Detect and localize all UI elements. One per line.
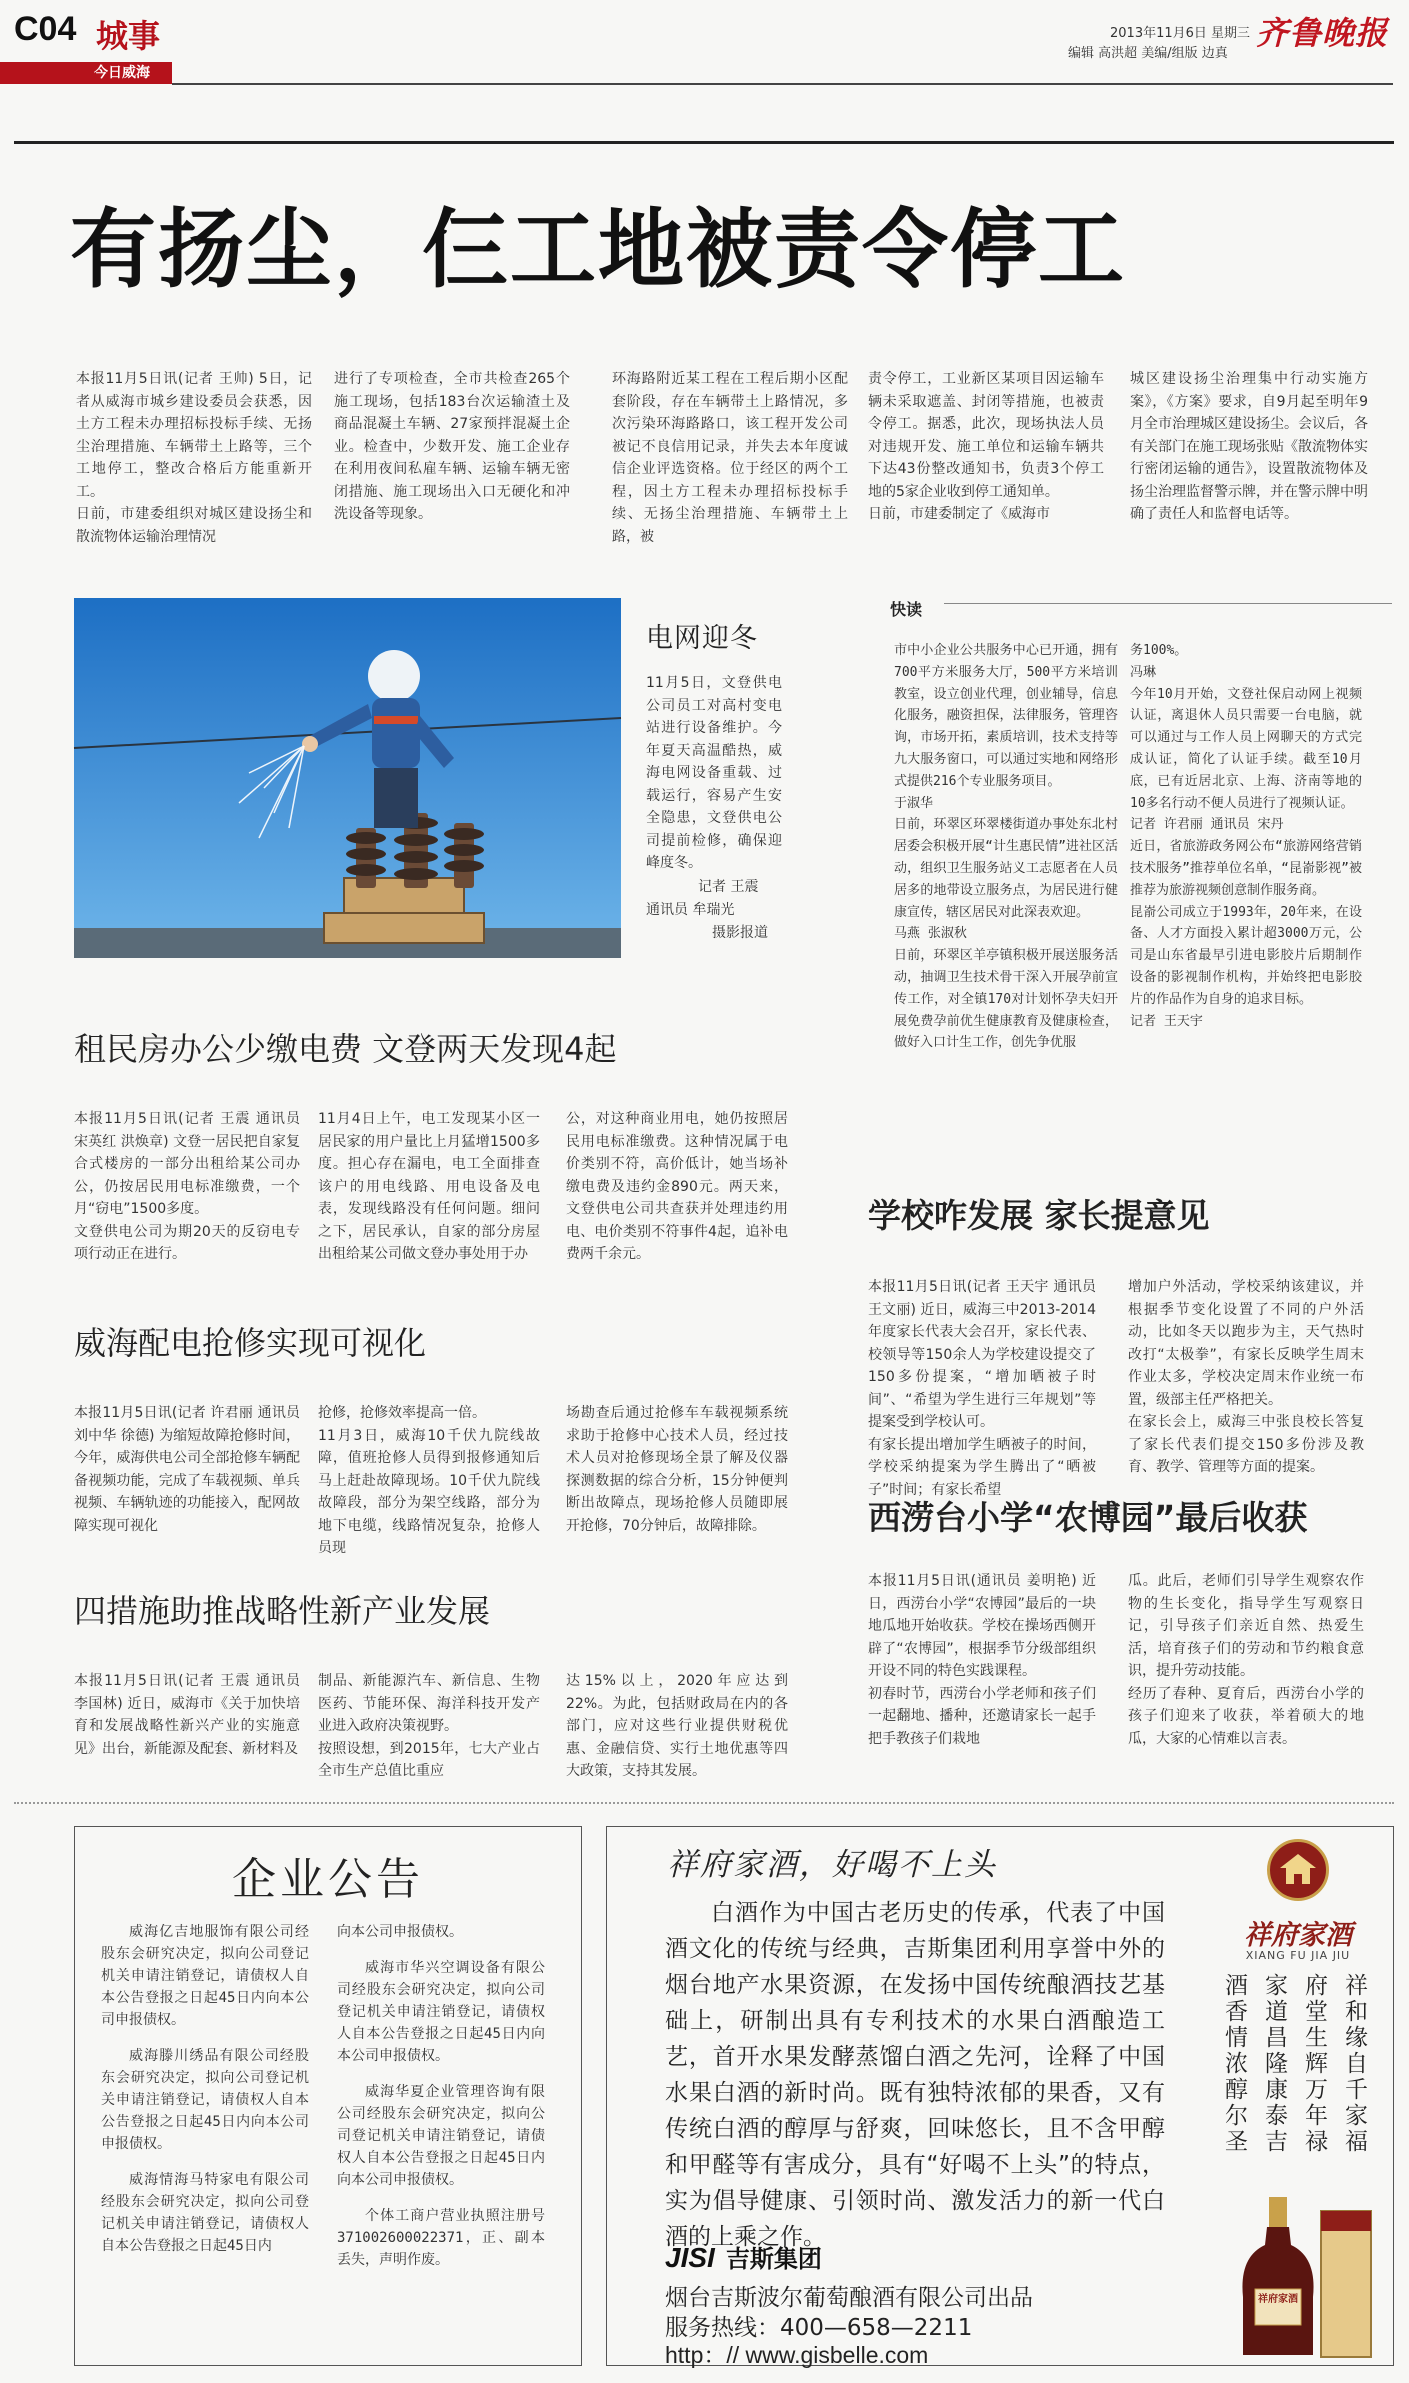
story6-headline: 西涝台小学“农博园”最后收获 [868, 1498, 1308, 1537]
wine-ad [606, 1826, 1394, 2366]
notice-item: 威海华夏企业管理咨询有限公司经股东会研究决定，拟向公司登记机关申请注销登记，请债权人自本公告登报之日起45日内向本公司申报债权。 [337, 2084, 545, 2188]
lead-col-4: 责令停工，工业新区某项目因运输车辆未采取遮盖、封闭等措施，也被责令停工。据悉，此次，现场执法人员对违规开发、施工单位和运输车辆共下达43份整改通知书，负责3个停工地的5家企业收到停工通知单。 日前，市建委制定了《威海市 [868, 371, 1104, 522]
date-line: 2013年11月6日 星期三 [1110, 26, 1251, 41]
ad-hotline: 服务热线：400—658—2211 [665, 2315, 973, 2341]
poem-column: 府堂生辉万年禄 [1301, 1973, 1327, 2155]
ad-slogan: 祥府家酒，好喝不上头 [667, 1847, 997, 1883]
story5-col-2: 增加户外活动，学校采纳该建议，并根据季节变化设置了不同的户外活动，比如冬天以跑步为主，天气热时改打“太极拳”，有家长反映学生周末作业太多，学校决定周末作业统一布置，级部主任严格把关。 在家长会上，威海三中张良校长答复了家长代表们提交150多份涉及教育、教学、管理等方面的提案。 [1128, 1279, 1364, 1475]
lead-col-3: 环海路附近某工程在工程后期小区配套阶段，存在车辆带土上路情况，多次污染环海路路口，该工程开发公司被记不良信用记录，并失去本年度诚信企业评选资格。位于经区的两个工程，因土方工程未办理招标投标手续、无扬尘治理措施、车辆带土上路，被 [612, 371, 848, 545]
news-photo [74, 598, 621, 958]
wine-bottle-illustration [1209, 2197, 1389, 2361]
story6-col-2: 瓜。此后，老师们引导学生观察农作物的生长变化，指导学生写观察日记，引导孩子们亲近自然、热爱生活，培育孩子们的劳动和节约粮食意识，提升劳动技能。 经历了春种、夏育后，西涝台小学的孩子们迎来了收获，举着硕大的地瓜，大家的心情难以言表。 [1128, 1573, 1364, 1747]
lead-col-5: 城区建设扬尘治理集中行动实施方案》，《方案》要求，自9月起至明年9月全市治理城区建设扬尘。会议后，各有关部门在施工现场张贴《散流物体实行密闭运输的通告》，设置散流物体及扬尘治理监督警示牌，并在警示牌中明确了责任人和监督电话等。 [1130, 371, 1368, 522]
story3-col-2: 抢修，抢修效率提高一倍。 11月3日，威海10千伏九院线故障，值班抢修人员得到报修通知后马上赶赴故障现场。10千伏九院线故障段，部分为架空线路，部分为地下电缆，线路情况复杂，抢修人员现 [318, 1405, 540, 1556]
poem-column: 酒香情浓醇尔圣 [1221, 1973, 1247, 2155]
ad-company: 烟台吉斯波尔葡萄酿酒有限公司出品 [665, 2285, 1033, 2311]
product-pinyin: XIANG FU JIA JIU [1245, 1949, 1351, 1962]
poem-column: 家道昌隆康泰吉 [1261, 1973, 1287, 2155]
story2-col-1: 本报11月5日讯(记者 王震 通讯员 宋英红 洪焕章) 文登一居民把自家复合式楼房的一部分出租给某公司办公，仍按居民用电标准缴费，一个月“窃电”1500多度。 文登供电公司为期20天的反窃电专项行动正在进行。 [74, 1111, 300, 1262]
brief-label [868, 596, 944, 626]
story2-headline: 租民房办公少缴电费 文登两天发现4起 [74, 1030, 617, 1068]
photo-credit-3: 摄影报道 [712, 925, 768, 941]
product-emblem-icon [1267, 1839, 1329, 1901]
bottle-label: 祥府家酒 [1258, 2294, 1298, 2305]
photo-title: 电网迎冬 [646, 623, 758, 654]
notice-item: 威海滕川绣品有限公司经股东会研究决定，拟向公司登记机关申请注销登记，请债权人自本公告登报之日起45日内向本公司申报债权。 [101, 2048, 309, 2152]
story6-col-1: 本报11月5日讯(通讯员 姜明艳) 近日，西涝台小学“农博园”最后的一块地瓜地开始收获。学校在操场西侧开辟了“农博园”，根据季节分级部组织开设不同的特色实践课程。 初春时节，西涝台小学老师和孩子们一起翻地、播种，还邀请家长一起手把手教孩子们栽地 [868, 1573, 1096, 1747]
editors-line: 编辑 高洪超 美编/组版 边真 [1068, 46, 1228, 61]
photo-credit-1: 记者 王震 [698, 879, 759, 895]
story5-col-1: 本报11月5日讯(记者 王天宇 通讯员 王文丽) 近日，威海三中2013-2014年度家长代表大会召开，家长代表、校领导等150余人为学校建设提交了150多份提案，“增加晒被子时间”、“希望为学生进行三年规划”等提案受到学校认可。 有家长提出增加学生晒被子的时间，学校采纳提案为学生腾出了“晒被子”时间；有家长希望 [868, 1279, 1096, 1498]
masthead-logo: 齐鲁晚报 [1256, 14, 1389, 52]
story5-headline: 学校咋发展 家长提意见 [868, 1196, 1210, 1235]
notice-item: 威海情海马特家电有限公司经股东会研究决定，拟向公司登记机关申请注销登记，请债权人自本公告登报之日起45日内 [101, 2172, 309, 2254]
story3-headline: 威海配电抢修实现可视化 [74, 1324, 427, 1362]
story4-col-2: 制品、新能源汽车、新信息、生物医药、节能环保、海洋科技开发产业进入政府决策视野。 按照设想，到2015年，七大产业占全市生产总值比重应 [318, 1673, 540, 1779]
subsection-tab [0, 62, 172, 84]
bottle-and-box-icon [1209, 2197, 1389, 2361]
product-title: 祥府家酒 [1244, 1920, 1352, 1951]
brief-label-text: 快读 [889, 600, 922, 619]
brand-row [665, 2239, 1165, 2275]
pavilion-icon [1270, 1842, 1326, 1898]
brand-name: 吉斯集团 [725, 2245, 822, 2273]
top-rule [14, 141, 1394, 144]
lead-col-1: 本报11月5日讯(记者 王帅) 5日，记者从威海市城乡建设委员会获悉，因土方工程未办理招标投标手续、无扬尘治理措施、车辆带土上路等，三个工地停工，整改合格后方能重新开工。 日前，市建委组织对城区建设扬尘和散流物体运输治理情况 [76, 371, 312, 545]
brief-col-1: 市中小企业公共服务中心已开通，拥有700平方米服务大厅，500平方米培训教室，设立创业代理，创业辅导，信息化服务，融资担保，法律服务，管理咨询，市场开拓，素质培训，技术支持等九大服务窗口，可以通过实地和网络形式提供216个专业服务项目。 于淑华 日前，环翠区环翠楼街道办事处东北村居委会积极开展“计生惠民情”进社区活动，组织卫生服务站义工志愿者在人员居多的地带设立服务点，为居民进行健康宣传，辖区居民对此深表欢迎。 马燕 张淑秋 日前，环翠区羊亭镇积极开展送服务活动，抽调卫生技术骨干深入开展孕前宣传工作，对全镇170对计划怀孕夫妇开展免费孕前优生健康教育及健康检查，做好入口计生工作，创先争优服 [894, 643, 1118, 1051]
header-rule [172, 83, 1393, 85]
poem-block [1219, 1973, 1369, 2213]
story2-col-3: 公，对这种商业用电，她仍按照居民用电标准缴费。这种情况属于电价类别不符，高价低计，她当场补缴电费及违约金890元。两天来，文登供电公司共查获并处理违约用电、电价类别不符事件4起，追补电费两千余元。 [566, 1111, 788, 1262]
story2-col-2: 11月4日上午，电工发现某小区一居民家的用户量比上月猛增1500多度。担心存在漏电，电工全面排查该户的用电线路、用电设备及电表，发现线路没有任何问题。细问之下，居民承认，自家的部分房屋出租给某公司做文登办事处用于办 [318, 1111, 540, 1262]
story4-col-1: 本报11月5日讯(记者 王震 通讯员 李国林) 近日，威海市《关于加快培育和发展战略性新兴产业的实施意见》出台，新能源及配套、新材料及 [74, 1673, 300, 1757]
page-code: C04 [14, 10, 77, 48]
story4-col-3: 达15%以上，2020年应达到22%。为此，包括财政局在内的各部门，应对这些行业提供财税优惠、金融信贷、实行土地优惠等四大政策，支持其发展。 [566, 1673, 788, 1779]
notice-item: 向本公司申报债权。 [337, 1924, 463, 1940]
photo-caption: 11月5日，文登供电公司员工对高村变电站进行设备维护。今年夏天高温酷热，威海电网设备重载、过载运行，容易产生安全隐患，文登供电公司提前检修，确保迎峰度冬。 [646, 675, 782, 871]
brand-logo: JISI [665, 2242, 715, 2273]
notice-item: 个体工商户营业执照注册号371002600022371，正、副本丢失，声明作废。 [337, 2208, 545, 2268]
brief-col-2: 务100%。 冯琳 今年10月开始，文登社保启动网上视频认证，离退休人员只需要一台电脑，就可以通过与工作人员上网聊天的方式完成认证，简化了认证手续。截至10月底，已有近居北京、上海、济南等地的10多名行动不便人员进行了视频认证。 记者 许君丽 通讯员 宋丹 近日，省旅游政务网公布“旅游网络营销技术服务”推荐单位名单，“昆嵛影视”被推荐为旅游视频创意制作服务商。 昆嵛公司成立于1993年，20年来，在设备、人才方面投入累计超3000万元，公司是山东省最早引进电影胶片后期制作设备的影视制作机构，并始终把电影胶片的作品作为自身的追求目标。 记者 王天宇 [1130, 643, 1362, 1029]
notice-item: 威海市华兴空调设备有限公司经股东会研究决定，拟向公司登记机关申请注销登记，请债权人自本公告登报之日起45日内向本公司申报债权。 [337, 1960, 545, 2064]
photo-credit-2: 通讯员 牟瑞光 [646, 902, 735, 918]
ads-divider [14, 1802, 1394, 1804]
section-name: 城事 [96, 17, 161, 55]
lead-col-2: 进行了专项检查，全市共检查265个施工现场，包括183台次运输渣土及商品混凝土车辆、27家预拌混凝土企业。检查中，少数开发、施工企业存在利用夜间私雇车辆、运输车辆无密闭措施、施工现场出入口无硬化和冲洗设备等现象。 [334, 371, 570, 522]
notice-item: 威海亿吉地服饰有限公司经股东会研究决定，拟向公司登记机关申请注销登记，请债权人自本公告登报之日起45日内向本公司申报债权。 [101, 1924, 309, 2028]
ad-body: 白酒作为中国古老历史的传承，代表了中国酒文化的传统与经典，吉斯集团利用享誉中外的烟台地产水果资源，在发扬中国传统酿酒技艺基础上，研制出具有专利技术的水果白酒酿造工艺，首开水果发酵蒸馏白酒之先河，诠释了中国水果白酒的新时尚。既有独特浓郁的果香，又有传统白酒的醇厚与舒爽，回味悠长，且不含甲醇和甲醛等有害成分，具有“好喝不上头”的特点，实为倡导健康、引领时尚、激发活力的新一代白酒的上乘之作。 [665, 1900, 1165, 2250]
story3-col-1: 本报11月5日讯(记者 许君丽 通讯员 刘中华 徐德) 为缩短故障抢修时间，今年，威海供电公司全部抢修车辆配备视频功能，完成了车载视频、单兵视频、车辆轨迹的功能接入，配网故障实现可视化 [74, 1405, 300, 1534]
ad-url[interactable]: http：// www.gisbelle.com [665, 2342, 929, 2368]
notice-box [74, 1826, 582, 2366]
subsection-label: 今日威海 [94, 65, 150, 81]
story4-headline: 四措施助推战略性新产业发展 [74, 1592, 491, 1630]
notice-col-right [337, 1921, 545, 2361]
brief-rule [870, 603, 1392, 604]
notice-title: 企业公告 [232, 1854, 424, 1905]
lead-headline: 有扬尘，仨工地被责令停工 [70, 200, 1126, 300]
lineman-photo-illustration [74, 598, 621, 958]
story3-col-3: 场勘查后通过抢修车车载视频系统求助于抢修中心技术人员，经过技术人员对抢修现场全景了解及仪器探测数据的综合分析，15分钟便判断出故障点，现场抢修人员随即展开抢修，70分钟后，故障排除。 [566, 1405, 788, 1534]
poem-column: 祥和缘自千家福 [1341, 1973, 1367, 2155]
notice-col-left [101, 1921, 309, 2361]
